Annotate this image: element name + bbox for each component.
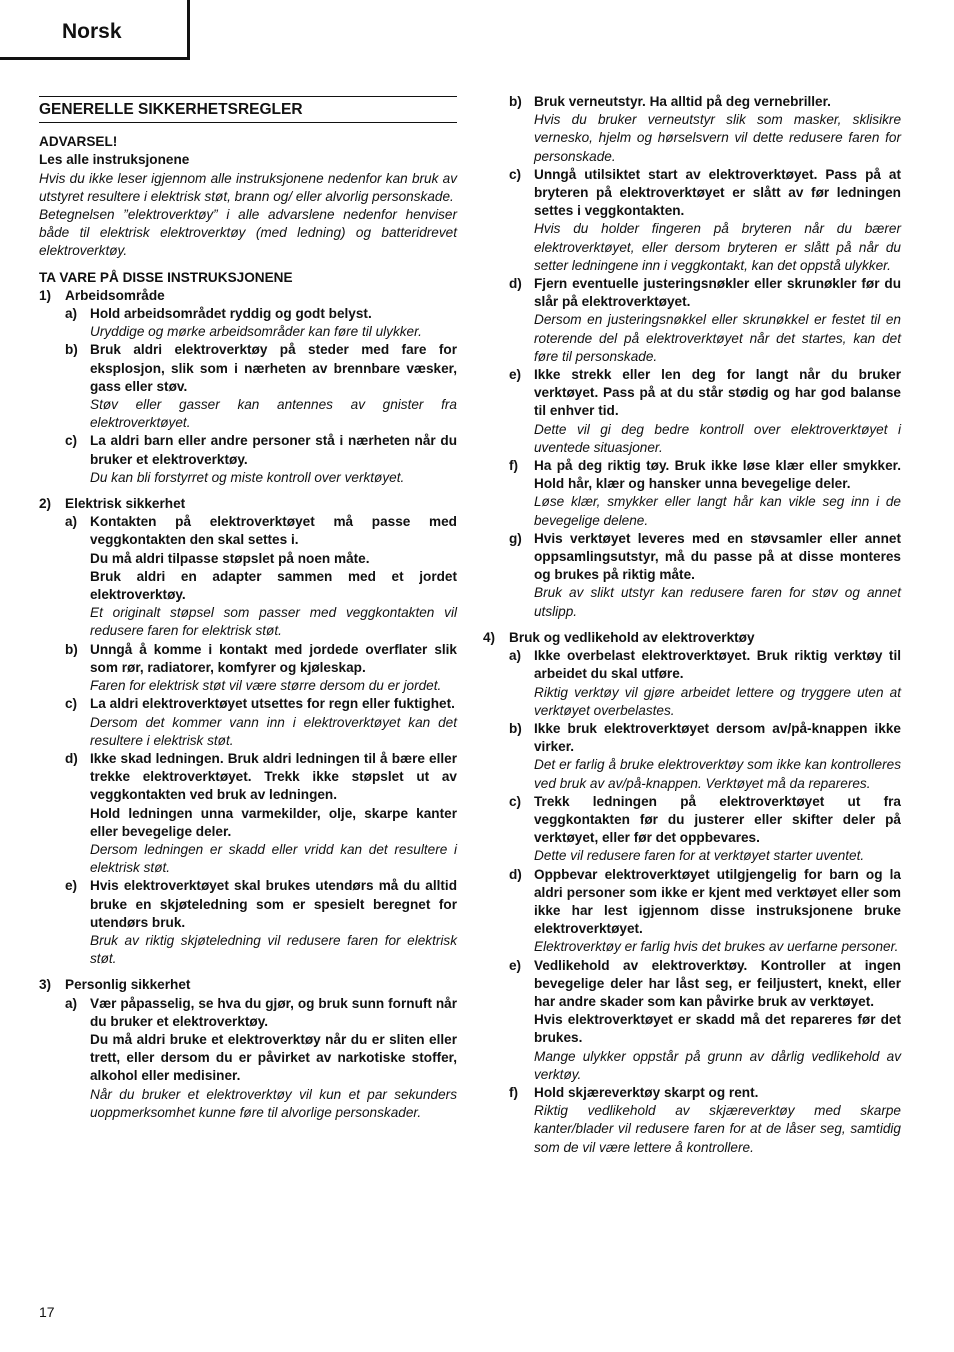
list-item: b) Unngå å komme i kontakt med jordede overflater slik som rør, radiatorer, komfyrer og kjøleskap. Faren for elektrisk støt vil være større dersom du er jordet. — [65, 641, 457, 694]
list-item: e) Hvis elektroverktøyet skal brukes utendørs må du alltid bruke en skjøteledning som er spesielt beregnet for utendørs bruk. Bruk av riktig skjøteledning vil redusere faren for elektrisk støt. — [65, 878, 457, 967]
section-3-heading: 3) Personlig sikkerhet — [39, 977, 191, 993]
language-label: Norsk — [62, 20, 122, 43]
list-item: c) Unngå utilsiktet start av elektroverktøyet. Pass på at bryteren på elektroverktøyet er slått av før ledningen settes i veggkontakten. Hvis du holder fingeren på bryteren når du bærer elektroverktøyet, eller dersom bryteren er slått på når du setter ledningene inn i veggkontakt, kan det oppstå ulykker. — [509, 166, 901, 273]
read-all-heading: Les alle instruksjonene — [39, 152, 190, 168]
list-item: f) Hold skjæreverktøy skarpt og rent. Riktig vedlikehold av skjæreverktøy med skarpe kanter/blader vil redusere faren for at de låser seg, samtidig som de vil være lettere å kontrollere. — [509, 1084, 901, 1155]
page-number: 17 — [39, 1304, 55, 1320]
list-item: b) Bruk verneutstyr. Ha alltid på deg vernebriller. Hvis du bruker verneutstyr slik som masker, sklisikre vernesko, hjelm og hørselsvern vil dette redusere faren for personskade. — [509, 94, 901, 164]
intro-text-2: Betegnelsen ”elektroverktøy” i alle advarslene nedenfor henviser både til elektrisk elektroverktøy (med ledning) og batteridrevet elektroverktøy. — [39, 207, 457, 259]
list-item: b) Ikke bruk elektroverktøyet dersom av/på-knappen ikke virker. Det er farlig å bruke elektroverktøy som ikke kan kontrolleres ved bruk av av/på-knappen. Verktøyet må da repareres. — [509, 720, 901, 791]
list-item: a) Vær påpasselig, se hva du gjør, og bruk sunn fornuft når du bruker et elektroverktøy. Du må aldri bruke et elektroverktøy når du er sliten eller trett, eller dersom du er påvirket av narkotiske stoffer, alkohol eller medisiner. Når du bruker et elektroverktøy vil kun et par sekunders uoppmerksomhet kunne føre til alvorlige personskader. — [65, 995, 457, 1120]
section-1-heading: 1) Arbeidsområde — [39, 287, 165, 303]
warning-heading: ADVARSEL! — [39, 134, 118, 150]
section-4-heading: 4) Bruk og vedlikehold av elektroverktøy — [483, 629, 755, 645]
section-2-heading: 2) Elektrisk sikkerhet — [39, 496, 186, 512]
keep-instructions-heading: TA VARE PÅ DISSE INSTRUKSJONENE — [39, 269, 293, 285]
left-column — [39, 96, 457, 1122]
list-item: c) Trekk ledningen på elektroverktøyet ut fra veggkontakten før du justerer eller skifter deler på verktøyet, eller før det oppbevares. Dette vil redusere faren for at verktøyet starter uventet. — [509, 793, 901, 864]
list-item: c) La aldri barn eller andre personer stå i nærheten når du bruker et elektroverktøy. Du kan bli forstyrret og miste kontroll over verktøyet. — [65, 433, 457, 485]
list-item: d) Ikke skad ledningen. Bruk aldri ledningen til å bære eller trekke elektroverktøyet. Trekk ikke støpslet ut av veggkontakten ved bruk av ledningen. Hold ledningen unna varmekilder, olje, skarpe kanter eller bevegelige deler. Dersom ledningen er skadd eller vridd kan det resultere i elektrisk støt. — [65, 750, 457, 876]
list-item: e) Ikke strekk eller len deg for langt når du bruker verktøyet. Pass på at du står stødig og har god balanse til enhver tid. Dette vil gi deg bedre kontroll over elektroverktøyet i uventede situasjoner. — [509, 367, 901, 455]
right-column — [483, 93, 901, 1157]
list-item: b) Bruk aldri elektroverktøy på steder med fare for eksplosjon, slik som i nærheten av brennbare væsker, gass eller støv. Støv eller gasser kan antennes av gnister fra elektroverktøyet. — [65, 342, 457, 431]
list-item: a) Ikke overbelast elektroverktøyet. Bruk riktig verktøy til arbeidet du skal utføre. Riktig verktøy vil gjøre arbeidet lettere og tryggere uten at verktøyet overbelastes. — [509, 648, 901, 718]
list-item: c) La aldri elektroverktøyet utsettes for regn eller fuktighet. Dersom det kommer vann inn i elektroverktøyet kan det resultere i elektrisk støt. — [65, 696, 457, 748]
list-item: a) Hold arbeidsområdet ryddig og godt belyst. Uryddige og mørke arbeidsområder kan føre til ulykker. — [65, 306, 422, 340]
intro-text-1: Hvis du ikke leser igjennom alle instruksjonene nedenfor kan bruk av utstyret resultere i elektrisk støt, brann og/ eller alvorlig personskade. — [39, 170, 457, 204]
section-title: GENERELLE SIKKERHETSREGLER — [39, 96, 457, 123]
list-item: f) Ha på deg riktig tøy. Bruk ikke løse klær eller smykker. Hold hår, klær og hansker unna bevegelige deler. Løse klær, smykker eller langt hår kan vikle seg inn i de bevegelige delene. — [509, 458, 901, 528]
list-item: g) Hvis verktøyet leveres med en støvsamler eller annet oppsamlingsutstyr, må du passe på at disse monteres og brukes på riktig måte. Bruk av slikt utstyr kan redusere faren for støv og annet utslipp. — [509, 530, 901, 619]
list-item: a) Kontakten på elektroverktøyet må passe med veggkontakten den skal settes i. Du må aldri tilpasse støpslet på noen måte. Bruk aldri en adapter sammen med et jordet elektroverktøy. Et originalt støpsel som passer med veggkontakten vil redusere faren for elektrisk støt. — [65, 514, 457, 639]
language-tab — [0, 0, 190, 60]
list-item: d) Oppbevar elektroverktøyet utilgjengelig for barn og la aldri personer som ikke er kjent med verktøyet eller som ikke har lest igjennom disse instruksjonene bruke elektroverktøyet. Elektroverktøy er farlig hvis det brukes av uerfarne personer. — [509, 866, 901, 955]
list-item: e) Vedlikehold av elektroverktøy. Kontroller at ingen bevegelige deler har låst seg, er feiljustert, knekt, eller har andre skader som kan påvirke bruk av verktøyet. Hvis elektroverktøyet er skadd må det repareres før det brukes. Mange ulykker oppstår på grunn av dårlig vedlikehold av verktøy. — [509, 957, 901, 1082]
list-item: d) Fjern eventuelle justeringsnøkler eller skrunøkler før du slår på elektroverktøyet. Dersom en justeringsnøkkel eller skrunøkkel er festet til en roterende del på elektroverktøyet når det startes, kan det føre til personskade. — [509, 276, 901, 364]
